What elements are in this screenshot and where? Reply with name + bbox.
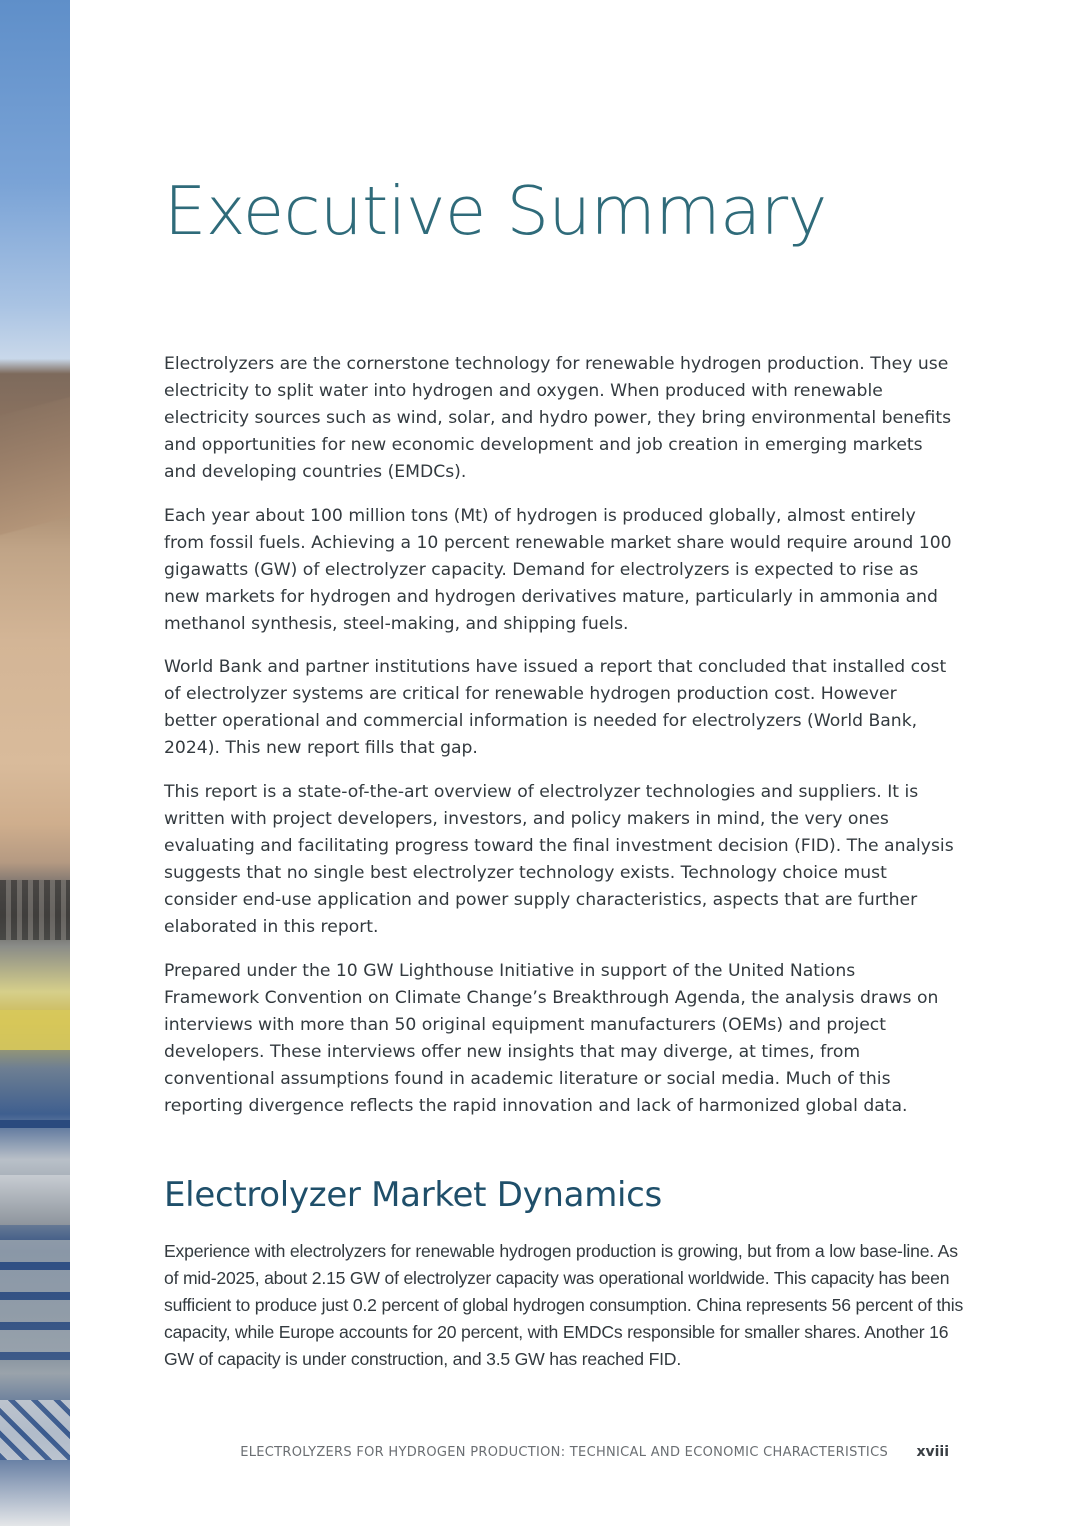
mountain-silhouette — [0, 375, 70, 555]
body-paragraph: This report is a state-of-the-art overview of electrolyzer technologies and suppliers. It is written with project developers, investors, and policy makers in mind, the very ones evaluating and facilitating progress toward the final investment decision (FID). The analysis suggests that no single best electrolyzer technology exists. Technology choice must consider end-use application and power supply characteristics, aspects that are further elaborated in this report. — [164, 782, 954, 938]
page-number: xviii — [916, 1444, 949, 1460]
section-heading: Electrolyzer Market Dynamics — [164, 1175, 662, 1215]
section-paragraph: Experience with electrolyzers for renewable hydrogen production is growing, but from a low base-line. As of mid-2025, about 2.15 GW of electrolyzer capacity was operational worldwide. This capacity has been sufficient to produce just 0.2 percent of global hydrogen consumption. China represents 56 percent of this capacity, while Europe accounts for 20 percent, with EMDCs responsible for smaller shares. Another 16 GW of capacity is under construction, and 3.5 GW has reached FID. — [164, 1241, 964, 1370]
plant-structure — [0, 1240, 70, 1360]
body-paragraph: Electrolyzers are the cornerstone technology for renewable hydrogen production. They use electricity to split water into hydrogen and oxygen. When produced with renewable electricity sources such as wind, solar, and hydro power, they bring environmental benefits and opportunities for new economic development and job creation in emerging markets and developing countries (EMDCs). — [164, 354, 952, 483]
plant-structure — [0, 1120, 70, 1128]
cover-photo-strip — [0, 0, 70, 1526]
plant-structure — [0, 1010, 70, 1050]
body-paragraph: Each year about 100 million tons (Mt) of hydrogen is produced globally, almost entirely from fossil fuels. Achieving a 10 percent renewable market share would require around 100 gigawatts (GW) of electrolyzer capacity. Demand for electrolyzers is expected to rise as new markets for hydrogen and hydrogen derivatives mature, particularly in ammonia and methanol synthesis, steel-making, and shipping fuels. — [164, 506, 952, 635]
plant-structure — [0, 880, 70, 940]
plant-structure — [0, 1175, 70, 1225]
body-paragraph: World Bank and partner institutions have issued a report that concluded that installed cost of electrolyzer systems are critical for renewable hydrogen production cost. However better operational and commercial information is needed for electrolyzers (World Bank, 2024). This new report fills that gap. — [164, 657, 947, 759]
plant-structure — [0, 1400, 70, 1460]
footer-report-title: ELECTROLYZERS FOR HYDROGEN PRODUCTION: TECHNICAL AND ECONOMIC CHARACTERISTICS — [240, 1445, 888, 1460]
page-title: Executive Summary — [164, 172, 827, 250]
body-paragraph: Prepared under the 10 GW Lighthouse Initiative in support of the United Nations Framework Convention on Climate Change’s Breakthrough Agenda, the analysis draws on interviews with more than 50 original equipment manufacturers (OEMs) and project developers. These interviews offer new insights that may diverge, at times, from conventional assumptions found in academic literature or social media. Much of this reporting divergence reflects the rapid innovation and lack of harmonized global data. — [164, 961, 939, 1117]
